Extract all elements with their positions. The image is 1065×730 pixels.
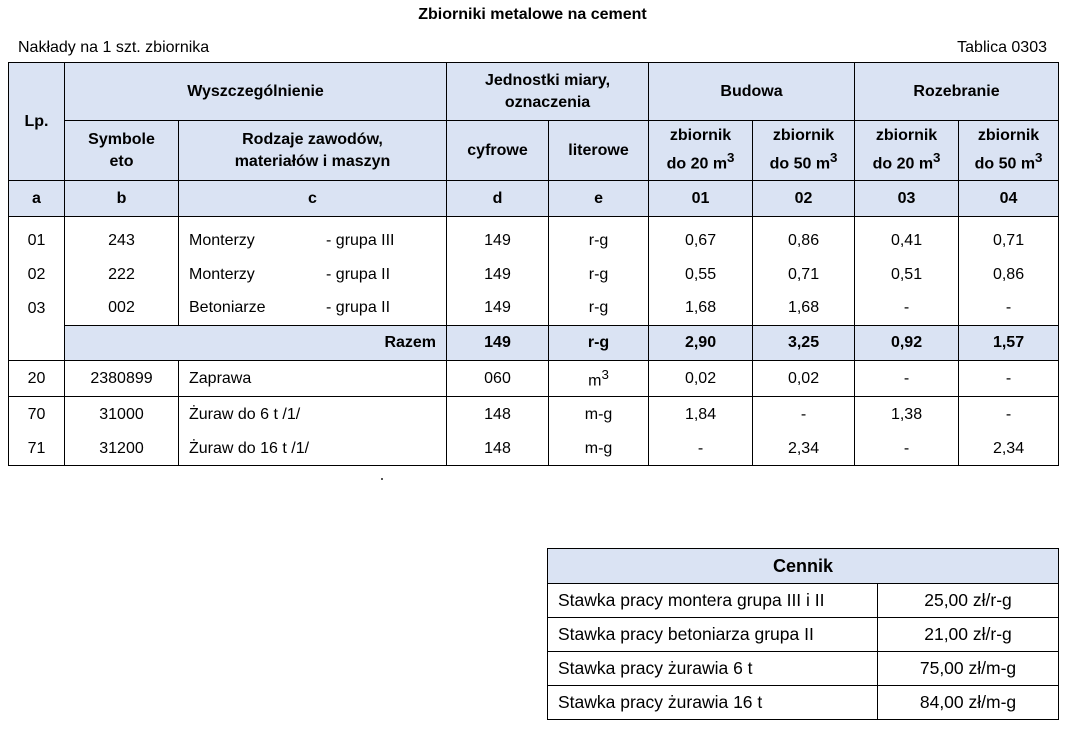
price-label: Stawka pracy żurawia 16 t [548, 686, 878, 720]
header-jednostki: Jednostki miary, oznaczenia [447, 63, 649, 121]
price-row [548, 652, 1059, 686]
price-list-title: Cennik [548, 549, 1059, 584]
price-value: 75,00 zł/m-g [878, 652, 1059, 686]
symbol-cell: 243 [65, 217, 179, 258]
name-cell: Żuraw do 6 t /1/ [179, 397, 447, 433]
letter-cell: 04 [959, 181, 1059, 217]
header-rozebranie-20: zbiornik do 20 $m^3$ [855, 121, 959, 181]
symbol-cell: 222 [65, 258, 179, 292]
literowe-cell: $m^3$ [549, 361, 649, 397]
symbol-cell: 31000 [65, 397, 179, 433]
value-cell: 1,38 [855, 397, 959, 433]
literowe-cell: r-g [549, 258, 649, 292]
name-cell: Zaprawa [179, 361, 447, 397]
symbol-cell: 002 [65, 292, 179, 326]
total-cyfrowe: 149 [447, 326, 549, 361]
lp-cell: 71 [9, 433, 65, 466]
header-cyfrowe: cyfrowe [447, 121, 549, 181]
literowe-cell: r-g [549, 217, 649, 258]
table-row [9, 433, 1059, 466]
value-cell: 2,34 [753, 433, 855, 466]
total-label: Razem [65, 326, 447, 361]
header-rozebranie-50: zbiornik do 50 $m^3$ [959, 121, 1059, 181]
letter-cell: a [9, 181, 65, 217]
price-label: Stawka pracy żurawia 6 t [548, 652, 878, 686]
name-cell: Betoniarze - grupa II [179, 292, 447, 326]
value-cell: - [753, 397, 855, 433]
lp-cell: 70 [9, 397, 65, 433]
value-cell: - [959, 292, 1059, 326]
price-value: 21,00 zł/r-g [878, 618, 1059, 652]
value-cell: 0,55 [649, 258, 753, 292]
letter-cell: c [179, 181, 447, 217]
value-cell: 0,51 [855, 258, 959, 292]
literowe-cell: r-g [549, 292, 649, 326]
table-row [9, 258, 1059, 292]
header-symbole: Symbole eto [65, 121, 179, 181]
cyfrowe-cell: 149 [447, 217, 549, 258]
norms-table [8, 62, 1059, 466]
total-value: 0,92 [855, 326, 959, 361]
cyfrowe-cell: 149 [447, 258, 549, 292]
value-cell: - [855, 292, 959, 326]
cyfrowe-cell: 148 [447, 433, 549, 466]
letter-cell: 01 [649, 181, 753, 217]
value-cell: - [855, 361, 959, 397]
total-value: 3,25 [753, 326, 855, 361]
total-value: 1,57 [959, 326, 1059, 361]
name-cell: Monterzy - grupa III [179, 217, 447, 258]
literowe-cell: m-g [549, 397, 649, 433]
value-cell: 0,86 [753, 217, 855, 258]
symbol-cell: 31200 [65, 433, 179, 466]
price-row [548, 618, 1059, 652]
value-cell: - [649, 433, 753, 466]
total-value: 2,90 [649, 326, 753, 361]
lp-cell: 20 [9, 361, 65, 397]
price-label: Stawka pracy montera grupa III i II [548, 584, 878, 618]
price-label: Stawka pracy betoniarza grupa II [548, 618, 878, 652]
header-literowe: literowe [549, 121, 649, 181]
price-value: 25,00 zł/r-g [878, 584, 1059, 618]
header-rozebranie: Rozebranie [855, 63, 1059, 121]
price-list-table [547, 548, 1059, 720]
letter-cell: b [65, 181, 179, 217]
value-cell: 0,41 [855, 217, 959, 258]
table-row [9, 397, 1059, 433]
letter-cell: 02 [753, 181, 855, 217]
table-row [9, 217, 1059, 258]
stray-dot [381, 478, 383, 480]
value-cell: 0,02 [649, 361, 753, 397]
table-row [9, 292, 1059, 326]
value-cell: 0,02 [753, 361, 855, 397]
cyfrowe-cell: 148 [447, 397, 549, 433]
cyfrowe-cell: 149 [447, 292, 549, 326]
letter-cell: e [549, 181, 649, 217]
value-cell: - [959, 361, 1059, 397]
header-budowa-50: zbiornik do 50 $m^3$ [753, 121, 855, 181]
name-cell: Żuraw do 16 t /1/ [179, 433, 447, 466]
cyfrowe-cell: 060 [447, 361, 549, 397]
table-number: Tablica 0303 [957, 39, 1047, 56]
value-cell: - [855, 433, 959, 466]
value-cell: 1,68 [649, 292, 753, 326]
lp-cell: 03 [9, 292, 65, 326]
lp-cell: 02 [9, 258, 65, 292]
header-budowa-20: zbiornik do 20 $m^3$ [649, 121, 753, 181]
letter-cell: 03 [855, 181, 959, 217]
lp-cell: 01 [9, 217, 65, 258]
value-cell: 0,86 [959, 258, 1059, 292]
literowe-cell: m-g [549, 433, 649, 466]
value-cell: 2,34 [959, 433, 1059, 466]
value-cell: 0,71 [753, 258, 855, 292]
price-row [548, 686, 1059, 720]
subtitle-left: Nakłady na 1 szt. zbiornika [18, 39, 210, 56]
header-rodzaje: Rodzaje zawodów, materiałów i maszyn [179, 121, 447, 181]
price-row [548, 584, 1059, 618]
value-cell: 0,71 [959, 217, 1059, 258]
name-cell: Monterzy - grupa II [179, 258, 447, 292]
header-budowa: Budowa [649, 63, 855, 121]
value-cell: 0,67 [649, 217, 753, 258]
total-literowe: r-g [549, 326, 649, 361]
table-row [9, 361, 1059, 397]
header-lp: Lp. [9, 63, 65, 181]
letter-cell: d [447, 181, 549, 217]
header-wyszczegolnienie: Wyszczególnienie [65, 63, 447, 121]
price-value: 84,00 zł/m-g [878, 686, 1059, 720]
value-cell: 1,84 [649, 397, 753, 433]
value-cell: 1,68 [753, 292, 855, 326]
symbol-cell: 2380899 [65, 361, 179, 397]
total-row [9, 326, 1059, 361]
value-cell: - [959, 397, 1059, 433]
page-title: Zbiorniki metalowe na cement [418, 6, 647, 23]
